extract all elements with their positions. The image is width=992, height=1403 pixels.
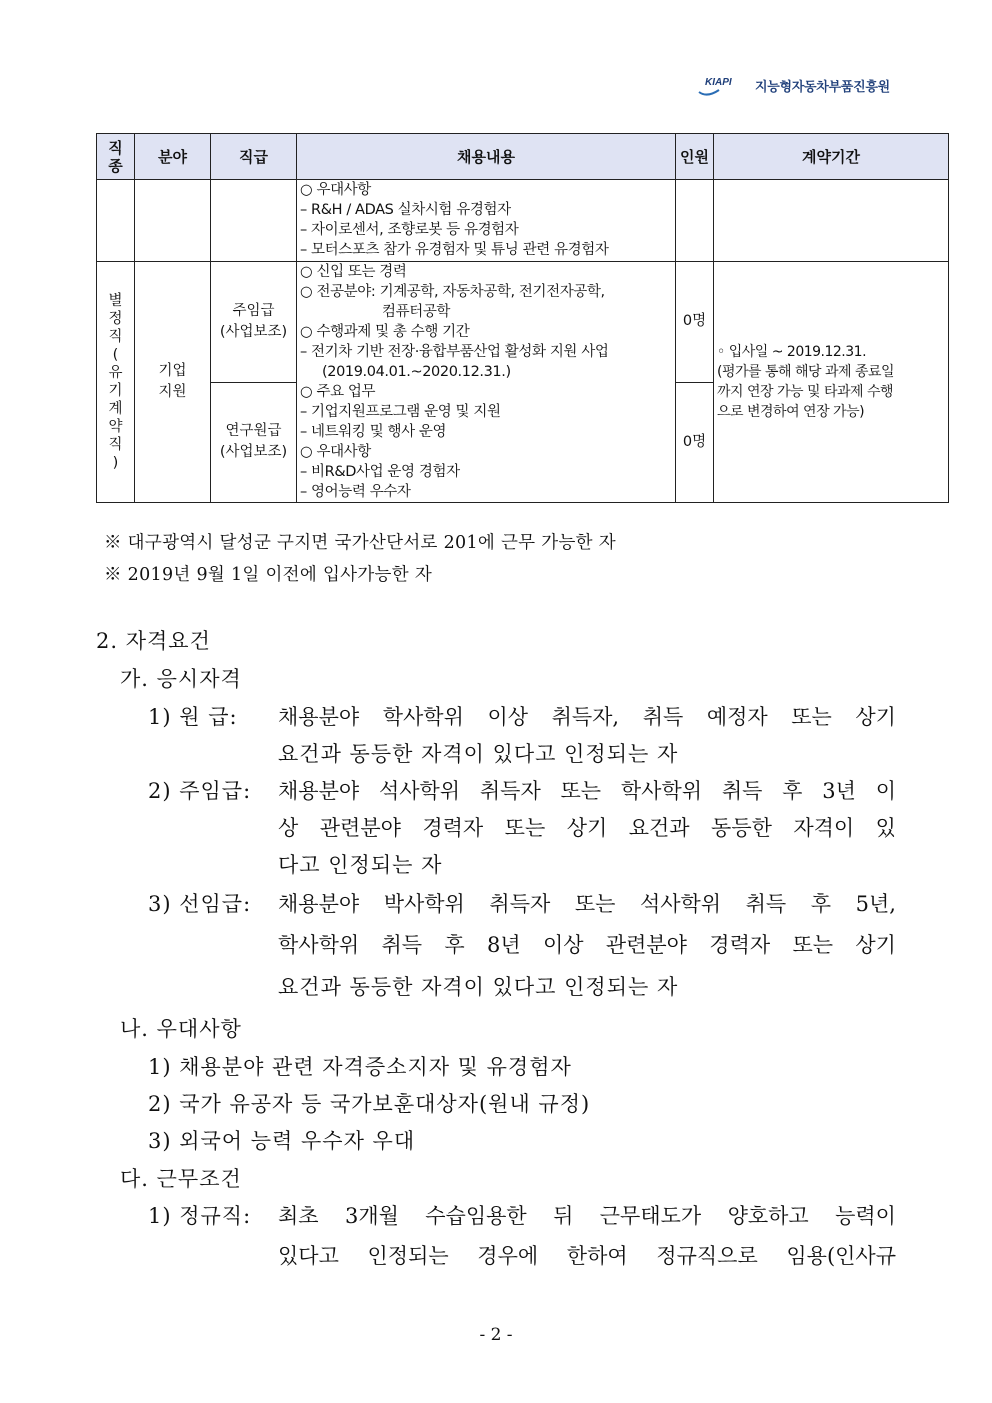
table-row: [97, 262, 949, 383]
qual-item-2-line-2: 상 관련분야 경력자 또는 상기 요건과 동등한 자격이 있: [278, 816, 896, 840]
work-item-1-label: 1) 정규직:: [148, 1204, 252, 1228]
table-row: [97, 180, 949, 262]
period-cell: ◦ 입사일 ~ 2019.12.31. (평가를 통해 해당 과제 종료일 까지 연장 가능 및 타과제 수행 으로 변경하여 연장 가능): [714, 262, 949, 503]
header-count: 인원: [676, 134, 714, 180]
field-cell: 기업 지원: [135, 262, 211, 503]
count-cell-1: 0명: [676, 262, 714, 383]
header-content: 채용내용: [297, 134, 676, 180]
pref-item-3: 3) 외국어 능력 우수자 우대: [148, 1129, 416, 1153]
header-grade: 직급: [211, 134, 297, 180]
pref-item-1: 1) 채용분야 관련 자격증소지자 및 유경험자: [148, 1055, 572, 1079]
kiapi-logo-icon: [697, 72, 749, 98]
note-1: ※ 대구광역시 달성군 구지면 국가산단서로 201에 근무 가능한 자: [104, 533, 616, 553]
qual-item-3-line-3: 요건과 동등한 자격이 있다고 인정되는 자: [278, 975, 679, 999]
qual-item-2-line-1: 채용분야 석사학위 취득자 또는 학사학위 취득 후 3년 이: [278, 779, 896, 803]
grade-cell-1: 주임급 (사업보조): [211, 262, 297, 383]
qual-item-3-label: 3) 선임급:: [148, 892, 252, 916]
org-logo: [697, 72, 890, 98]
header-type: 직 종: [97, 134, 135, 180]
header-field: 분야: [135, 134, 211, 180]
work-item-1-line-1: 최초 3개월 수습임용한 뒤 근무태도가 양호하고 능력이: [278, 1204, 896, 1228]
table-header-row: [97, 134, 949, 180]
type-cell: 별 정 직 ( 유 기 계 약 직 ): [97, 262, 135, 503]
header-period: 계약기간: [714, 134, 949, 180]
page-number: - 2 -: [479, 1325, 513, 1345]
subsection-b-title: 나. 우대사항: [120, 1017, 242, 1041]
qual-item-2-line-3: 다고 인정되는 자: [278, 853, 443, 877]
note-2: ※ 2019년 9월 1일 이전에 입사가능한 자: [104, 565, 433, 585]
content-cell-top: ○ 우대사항 – R&H / ADAS 실차시험 유경험자 – 자이로센서, 조향로봇 등 유경험자 – 모터스포츠 참가 유경험자 및 튜닝 관련 유경험자: [297, 180, 676, 262]
qual-item-1-label: 1) 원 급:: [148, 705, 238, 729]
qual-item-1-line-1: 채용분야 학사학위 이상 취득자, 취득 예정자 또는 상기: [278, 705, 896, 729]
count-cell-2: 0명: [676, 382, 714, 503]
logo-mark-text: KIAPI: [705, 77, 732, 88]
grade-cell-2: 연구원급 (사업보조): [211, 382, 297, 503]
qual-item-3-line-2: 학사학위 취득 후 8년 이상 관련분야 경력자 또는 상기: [278, 933, 896, 957]
content-cell: ○ 신입 또는 경력 ○ 전공분야: 기계공학, 자동차공학, 전기전자공학, 컴퓨터공학 ○ 수행과제 및 총 수행 기간 – 전기차 기반 전장·융합부품산업 활성화 지원 사업 (2019.04.01.~2020.12.31.) ○ 주요 업무 – 기업지원프로그램 운영 및 지원 – 네트워킹 및 행사 운영 ○ 우대사항 – 비R&D사업 운영 경험자 – 영어능력 우수자: [297, 262, 676, 503]
section-title: 2. 자격요건: [96, 629, 211, 653]
qual-item-3-line-1: 채용분야 박사학위 취득자 또는 석사학위 취득 후 5년,: [278, 892, 896, 916]
pref-item-2: 2) 국가 유공자 등 국가보훈대상자(원내 규정): [148, 1092, 591, 1116]
org-name: 지능형자동차부품진흥원: [755, 79, 890, 95]
subsection-c-title: 다. 근무조건: [120, 1167, 242, 1191]
subsection-a-title: 가. 응시자격: [120, 667, 242, 691]
recruitment-table: [96, 133, 949, 503]
qual-item-1-line-2: 요건과 동등한 자격이 있다고 인정되는 자: [278, 742, 679, 766]
work-item-1-line-2: 있다고 인정되는 경우에 한하여 정규직으로 임용(인사규: [278, 1244, 896, 1268]
qual-item-2-label: 2) 주임급:: [148, 779, 252, 803]
